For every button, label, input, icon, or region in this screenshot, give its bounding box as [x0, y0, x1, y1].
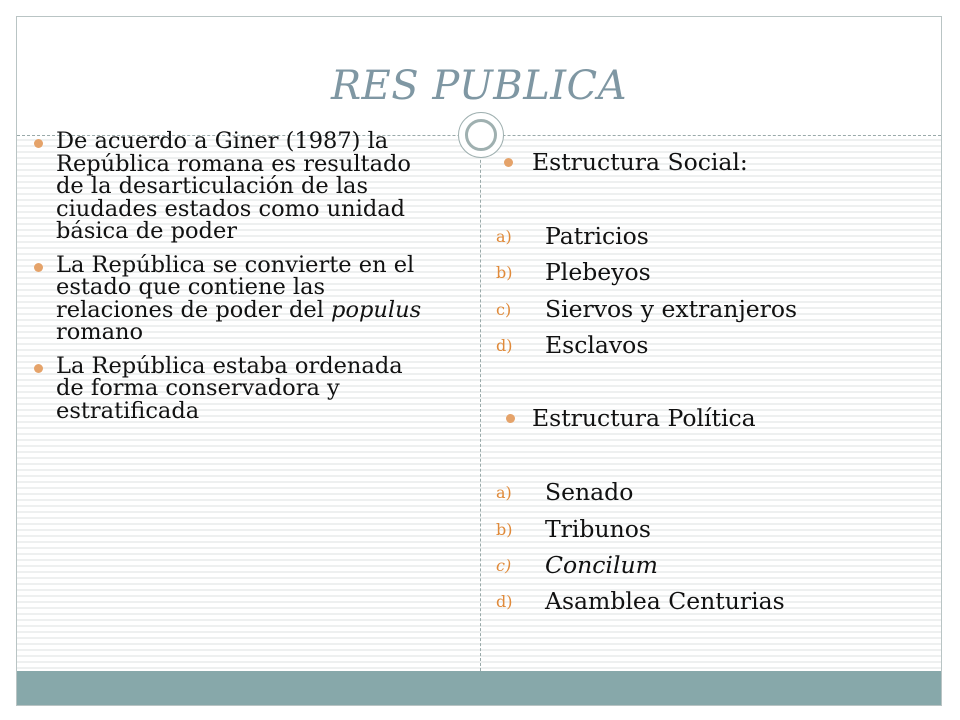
list-letter: a) [496, 227, 512, 246]
list-item-text: Senado [545, 478, 634, 506]
bullet-text-pre: La República se convierte en el estado que contiene las relaciones de poder del [56, 251, 415, 323]
vertical-divider [480, 135, 481, 671]
list-item [34, 130, 434, 243]
bullet-dot-icon [34, 364, 43, 373]
list-letter: c) [496, 556, 512, 575]
list-item-text: Esclavos [545, 331, 649, 359]
bullet-dot-icon [506, 414, 515, 423]
political-heading-text: Estructura Política [532, 404, 756, 432]
bullet-dot-icon [34, 139, 43, 148]
list-item [34, 251, 434, 345]
list-item-text: Asamblea Centurias [545, 587, 785, 615]
bullet-text-post: romano [56, 319, 144, 345]
bullet-text: De acuerdo a Giner (1987) la República romana es resultado de la desarticulación de las ciudades estados como unidad básica de poder [56, 128, 411, 244]
bullet-dot-icon [504, 158, 513, 167]
list-letter: b) [496, 263, 513, 282]
list-letter: b) [496, 520, 513, 539]
footer-band [17, 671, 941, 705]
list-letter: d) [496, 336, 513, 355]
list-letter: d) [496, 592, 513, 611]
list-item-text: Patricios [545, 222, 649, 250]
bullet-text: La República estaba ordenada de forma conservadora y estratificada [56, 352, 403, 424]
list-item-text: Tribunos [545, 515, 651, 543]
slide-title: RES PUBLICA [330, 63, 628, 109]
list-item-text: Siervos y extranjeros [545, 295, 798, 323]
list-letter: c) [496, 300, 512, 319]
bullet-dot-icon [34, 263, 43, 272]
divider-circle-ornament [458, 112, 504, 158]
left-column [34, 130, 434, 433]
social-heading-text: Estructura Social: [532, 148, 748, 176]
ring-icon [465, 119, 497, 151]
list-item-text: Concilum [545, 551, 658, 579]
list-item [34, 352, 434, 424]
list-item-text: Plebeyos [545, 258, 651, 286]
bullet-text-emphasis: populus [331, 296, 422, 323]
list-letter: a) [496, 483, 512, 502]
